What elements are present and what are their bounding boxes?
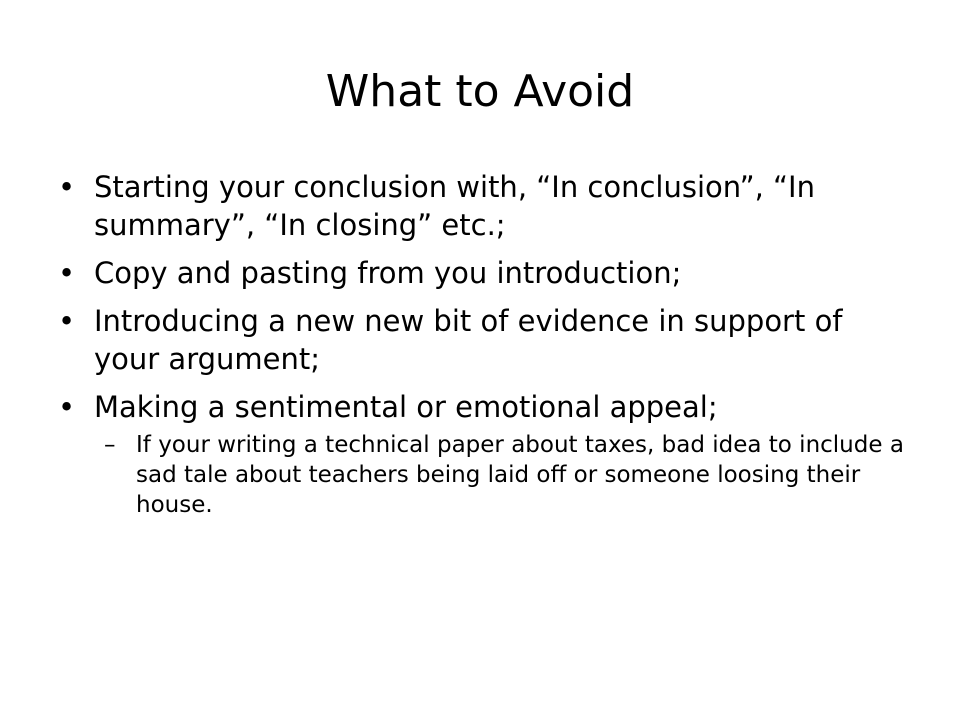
bullet-text: Introducing a new new bit of evidence in support of your argument; bbox=[94, 304, 843, 376]
bullet-marker: • bbox=[58, 390, 76, 424]
bullet-item bbox=[56, 168, 916, 244]
sub-bullet-marker: – bbox=[104, 432, 116, 458]
bullet-item bbox=[56, 388, 916, 426]
bullet-marker: • bbox=[58, 304, 76, 338]
slide-title: What to Avoid bbox=[325, 66, 635, 117]
sub-bullet-item bbox=[56, 430, 916, 520]
bullet-text: Making a sentimental or emotional appeal; bbox=[94, 390, 718, 424]
bullet-item bbox=[56, 302, 916, 378]
bullet-text: Copy and pasting from you introduction; bbox=[94, 256, 682, 290]
slide-body bbox=[56, 168, 916, 520]
bullet-marker: • bbox=[58, 256, 76, 290]
bullet-text: Starting your conclusion with, “In conclusion”, “In summary”, “In closing” etc.; bbox=[94, 170, 815, 242]
bullet-marker: • bbox=[58, 170, 76, 204]
bullet-item bbox=[56, 254, 916, 292]
sub-bullet-text: If your writing a technical paper about taxes, bad idea to include a sad tale about teachers being laid off or someone loosing their house. bbox=[136, 432, 904, 518]
